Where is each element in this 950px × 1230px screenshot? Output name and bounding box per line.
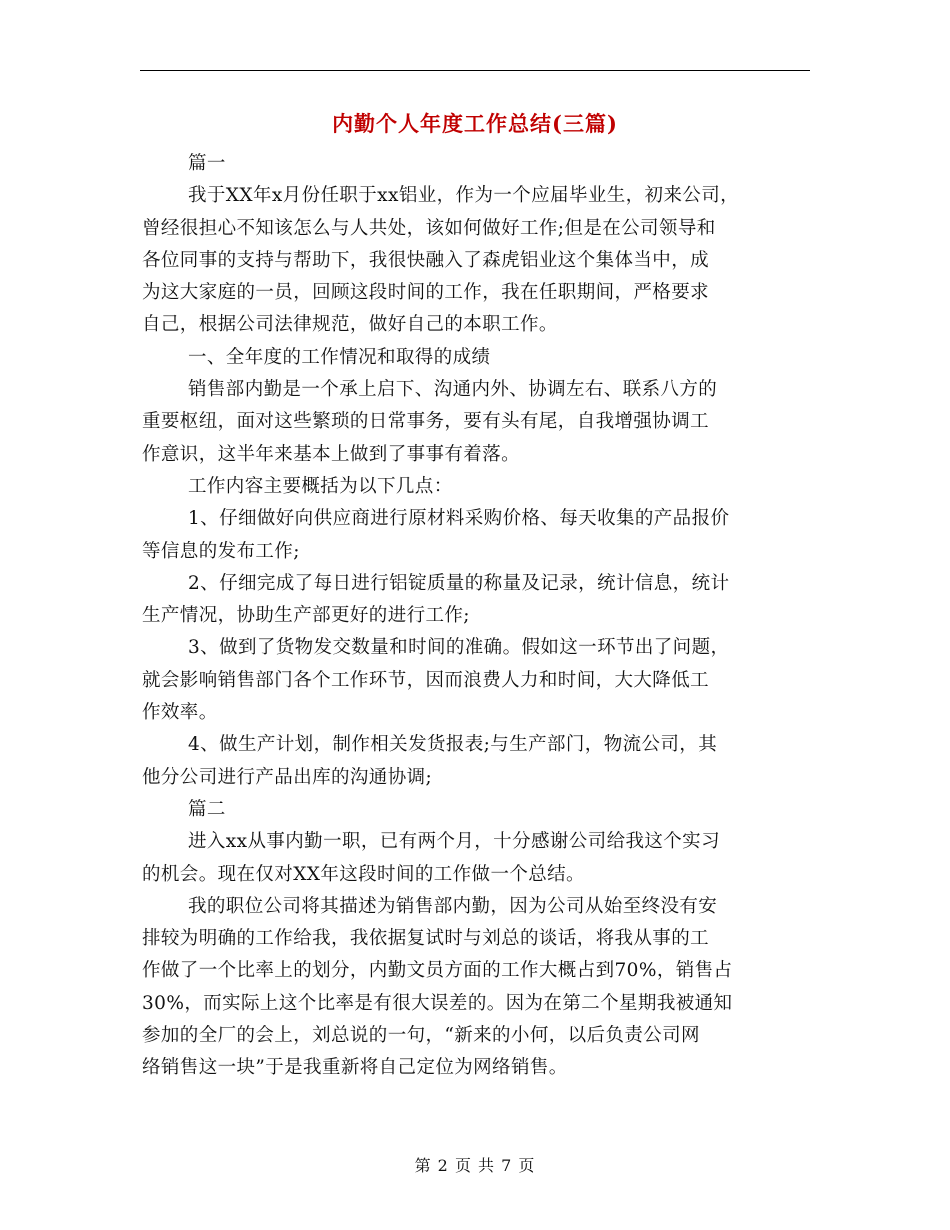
body-line: 作意识，这半年来基本上做到了事事有着落。: [142, 443, 521, 465]
body-line: 4、做生产计划，制作相关发货报表;与生产部门，物流公司，其: [188, 734, 718, 756]
body-line: 络销售这一块”于是我重新将自己定位为网络销售。: [142, 1057, 568, 1079]
body-line: 就会影响销售部门各个工作环节，因而浪费人力和时间，大大降低工: [142, 669, 710, 691]
body-line: 的机会。现在仅对XX年这段时间的工作做一个总结。: [142, 863, 585, 885]
body-line: 各位同事的支持与帮助下，我很快融入了森虎铝业这个集体当中，成: [142, 249, 710, 271]
body-line: 工作内容主要概括为以下几点：: [188, 475, 453, 497]
body-line: 等信息的发布工作;: [142, 540, 300, 562]
body-line: 我于XX年x月份任职于xx铝业，作为一个应届毕业生，初来公司，: [188, 185, 740, 207]
header-rule: [140, 70, 810, 71]
body-line: 曾经很担心不知该怎么与人共处，该如何做好工作;但是在公司领导和: [142, 217, 716, 239]
body-line: 销售部内勤是一个承上启下、沟通内外、协调左右、联系八方的: [188, 379, 718, 401]
body-line: 自己，根据公司法律规范，做好自己的本职工作。: [142, 314, 558, 336]
body-line: 重要枢纽，面对这些繁琐的日常事务，要有头有尾，自我增强协调工: [142, 411, 710, 433]
body-line: 3、做到了货物发交数量和时间的准确。假如这一环节出了问题，: [188, 637, 730, 659]
document-body: [142, 148, 832, 1085]
body-line: 他分公司进行产品出库的沟通协调;: [142, 766, 433, 788]
body-line: 一、全年度的工作情况和取得的成绩: [188, 346, 491, 368]
document-title: 内勤个人年度工作总结(三篇): [332, 111, 618, 136]
page-number-footer: 第 2 页 共 7 页: [414, 1156, 536, 1175]
body-line: 作效率。: [142, 702, 218, 724]
body-line: 为这大家庭的一员，回顾这段时间的工作，我在任职期间，严格要求: [142, 282, 710, 304]
body-line: 进入xx从事内勤一职，已有两个月，十分感谢公司给我这个实习: [188, 831, 720, 853]
body-line: 参加的全厂的会上，刘总说的一句，“新来的小何，以后负责公司网: [142, 1025, 700, 1047]
body-line: 作做了一个比率上的划分，内勤文员方面的工作大概占到70%，销售占: [142, 960, 733, 982]
body-line: 我的职位公司将其描述为销售部内勤，因为公司从始至终没有安: [188, 895, 718, 917]
body-line: 2、仔细完成了每日进行铝锭质量的称量及记录，统计信息，统计: [188, 572, 730, 594]
body-line: 1、仔细做好向供应商进行原材料采购价格、每天收集的产品报价: [188, 508, 730, 530]
body-line: 30%，而实际上这个比率是有很大误差的。因为在第二个星期我被通知: [142, 992, 733, 1014]
body-line: 篇二: [188, 798, 226, 820]
body-line: 生产情况，协助生产部更好的进行工作;: [142, 605, 470, 627]
body-line: 排较为明确的工作给我，我依据复试时与刘总的谈话，将我从事的工: [142, 928, 710, 950]
body-line: 篇一: [188, 153, 226, 174]
